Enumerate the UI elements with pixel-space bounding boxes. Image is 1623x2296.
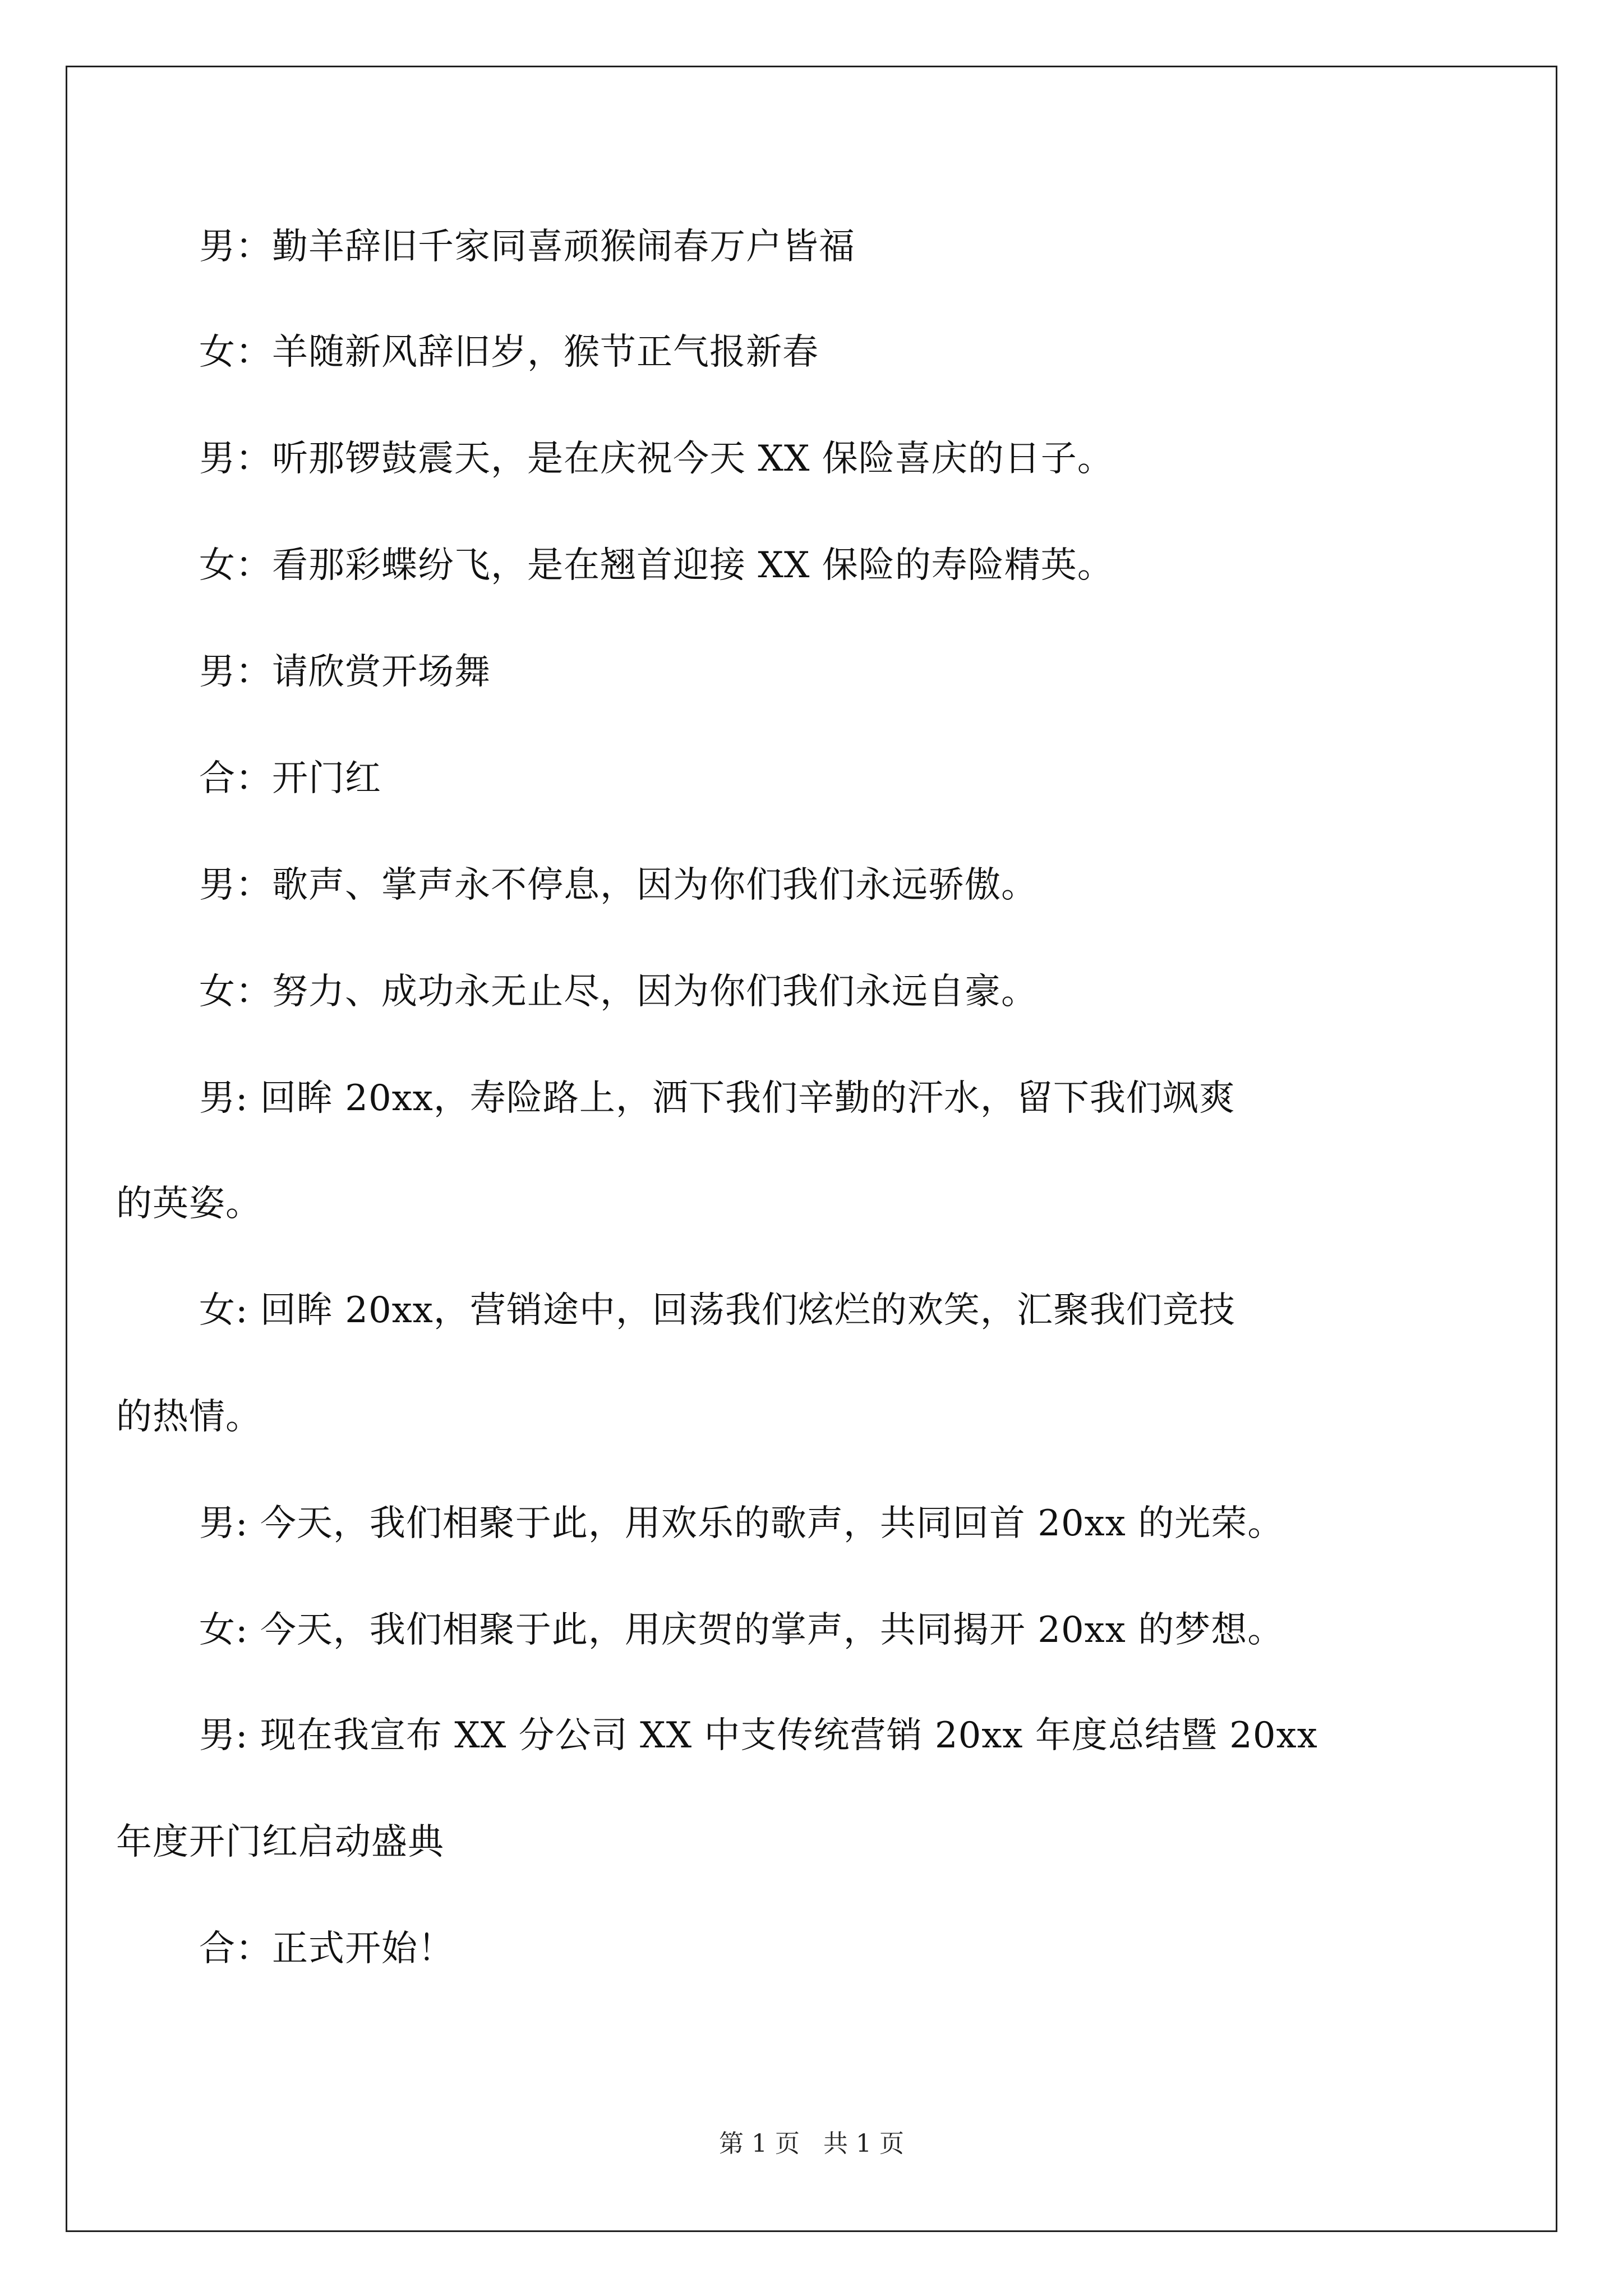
dialogue-line: 合：开门红 xyxy=(199,758,381,799)
dialogue-line-continuation: 的英姿。 xyxy=(116,1183,262,1225)
page-footer xyxy=(0,2129,1623,2158)
dialogue-line: 男：请欣赏开场舞 xyxy=(199,651,491,693)
dialogue-line: 男：勤羊辞旧千家同喜顽猴闹春万户皆福 xyxy=(199,226,855,268)
dialogue-line: 男: 今天，我们相聚于此，用欢乐的歌声，共同回首 20xx 的光荣。 xyxy=(199,1503,1284,1544)
dialogue-line-continuation: 的热情。 xyxy=(116,1396,262,1438)
dialogue-line: 女：看那彩蝶纷飞，是在翘首迎接 XX 保险的寿险精英。 xyxy=(199,545,1114,586)
dialogue-line: 合：正式开始！ xyxy=(199,1928,454,1970)
dialogue-line: 女: 回眸 20xx，营销途中，回荡我们炫烂的欢笑，汇聚我们竞技 xyxy=(199,1290,1235,1331)
page-total: 共 1 页 xyxy=(823,2129,904,2158)
dialogue-line: 男：听那锣鼓震天，是在庆祝今天 XX 保险喜庆的日子。 xyxy=(199,438,1114,480)
dialogue-line: 女: 今天，我们相聚于此，用庆贺的掌声，共同揭开 20xx 的梦想。 xyxy=(199,1609,1284,1651)
dialogue-line-continuation: 年度开门红启动盛典 xyxy=(116,1821,444,1863)
dialogue-line: 女：羊随新风辞旧岁，猴节正气报新春 xyxy=(199,332,819,373)
dialogue-line: 女：努力、成功永无止尽，因为你们我们永远自豪。 xyxy=(199,971,1038,1013)
dialogue-line: 男: 现在我宣布 XX 分公司 XX 中支传统营销 20xx 年度总结暨 20xx xyxy=(199,1715,1318,1756)
page-border xyxy=(66,66,1557,2232)
dialogue-line: 男：歌声、掌声永不停息，因为你们我们永远骄傲。 xyxy=(199,864,1038,906)
page-number: 第 1 页 xyxy=(719,2129,800,2158)
dialogue-line: 男: 回眸 20xx，寿险路上，洒下我们辛勤的汗水，留下我们飒爽 xyxy=(199,1078,1235,1119)
